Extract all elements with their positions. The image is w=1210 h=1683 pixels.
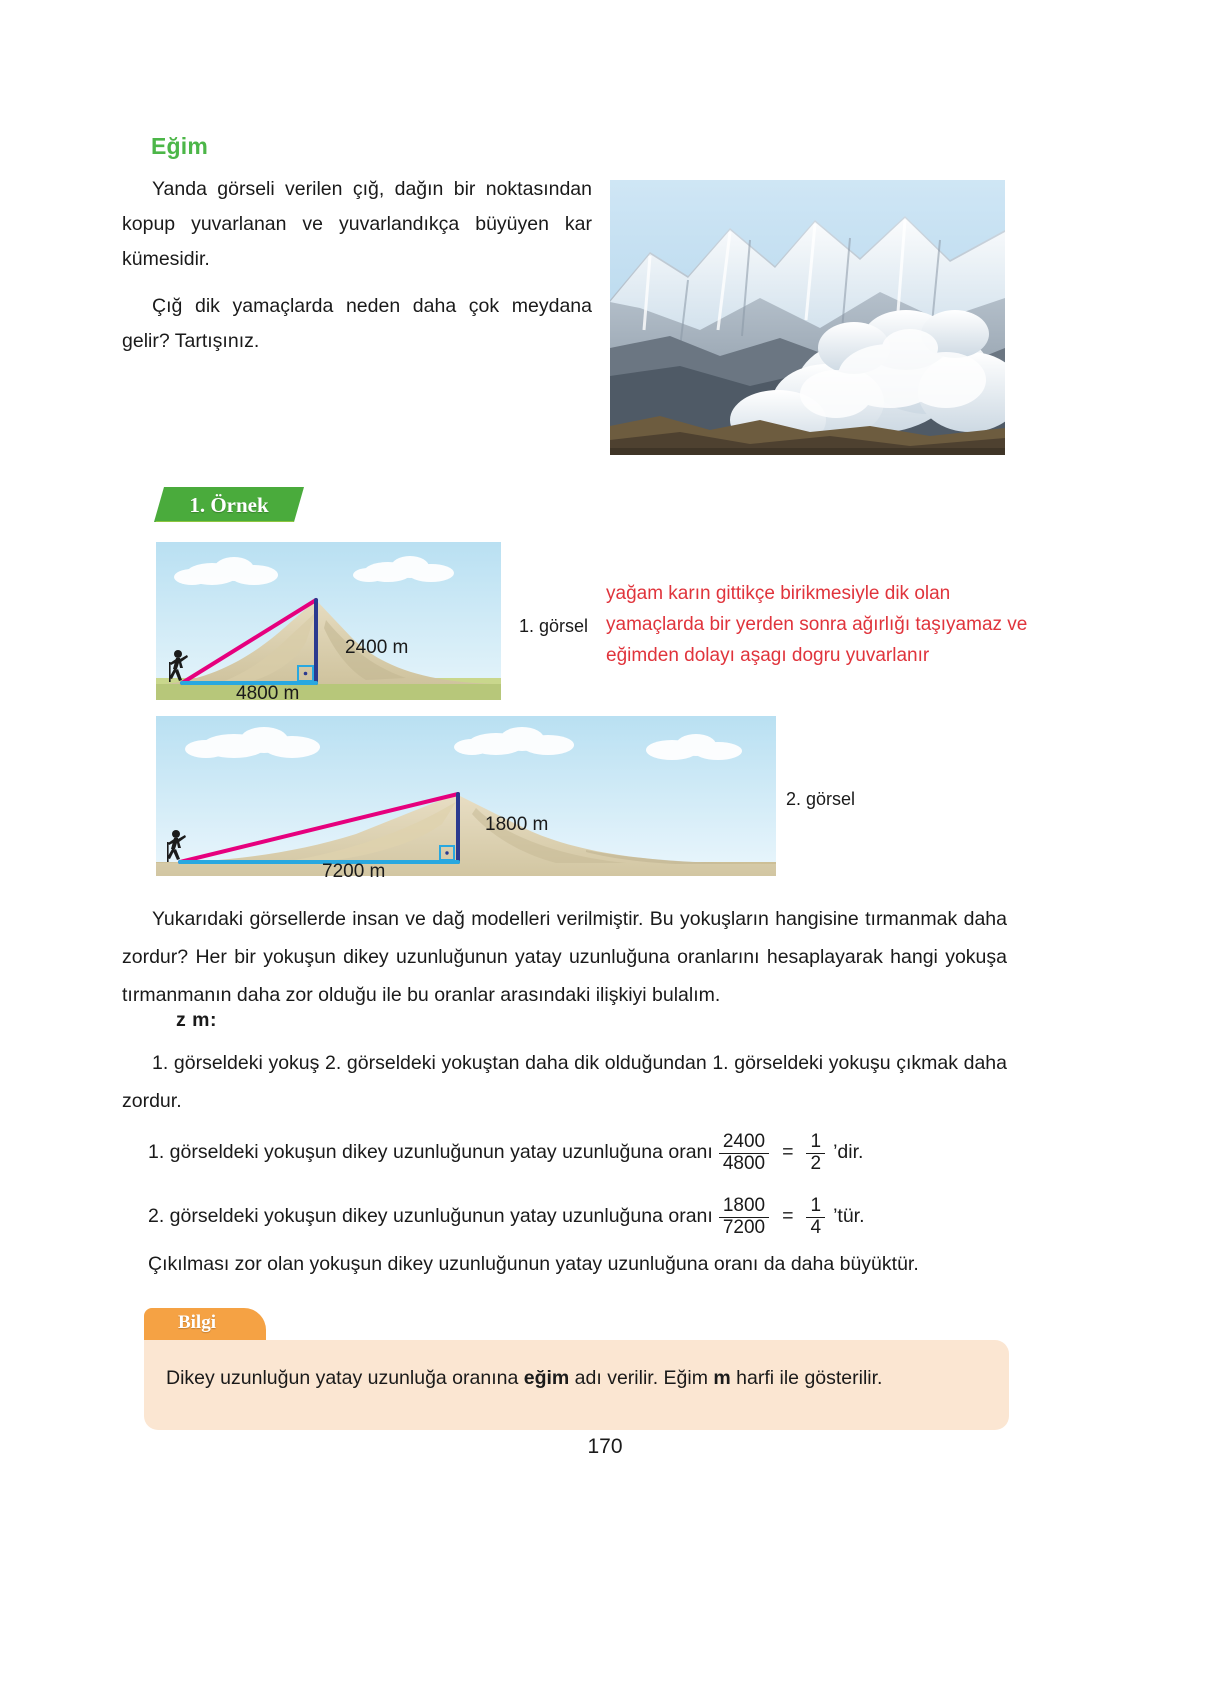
ratio-1-denominator: 4800 — [719, 1153, 769, 1174]
ratio-1-equals: = — [782, 1141, 794, 1164]
info-text-middle: adı verilir. Eğim — [569, 1367, 714, 1389]
intro-paragraph-1: Yanda görseli verilen çığ, dağın bir noktasından kopup yuvarlanan ve yuvarlandıkça büyüyen kar kümesidir. — [122, 178, 592, 270]
intro-text — [122, 172, 592, 359]
ratio-1-result-denominator: 2 — [806, 1153, 825, 1174]
figure-2-caption: 2. görsel — [786, 789, 856, 809]
figure-1-illustration — [156, 542, 501, 700]
figure-1-vertical-label: 2400 m — [345, 637, 409, 658]
figure-2-horizontal-label: 7200 m — [322, 861, 386, 882]
red-note-line-1: yağam karın gittikçe birikmesiyle dik olan — [606, 583, 951, 604]
red-note-line-2: yamaçlarda bir yerden sonra ağırlığı taşıyamaz ve — [606, 614, 1028, 635]
info-tab-label: Bilgi — [177, 1312, 216, 1333]
question-paragraph: Yukarıdaki görsellerde insan ve dağ modelleri verilmiştir. Bu yokuşların hangisine tırmanmak daha zordur? Her bir yokuşun dikey uzunluğunun yatay uzunluğuna oranlarını hesaplayarak hangi yokuşa tırmanmanın daha zor olduğu ile bu oranlar arasındaki ilişkiyi bulalım. — [122, 908, 1007, 1006]
info-text-before: Dikey uzunluğun yatay uzunluğa oranına — [166, 1367, 524, 1389]
ratio-2-result-numerator: 1 — [810, 1195, 822, 1216]
ratio-line-2 — [148, 1196, 1028, 1238]
ratio-1-result-fraction — [806, 1132, 825, 1174]
ratio-1-numerator: 2400 — [722, 1131, 766, 1152]
ratio-line-1 — [148, 1132, 1028, 1174]
info-box-body — [144, 1340, 1009, 1430]
ratio-2-numerator: 1800 — [722, 1195, 766, 1216]
ratio-2-equals: = — [782, 1205, 794, 1228]
red-annotation-note — [606, 578, 1076, 671]
solution-paragraph-1: 1. görseldeki yokuş 2. görseldeki yokuştan daha dik olduğundan 1. görseldeki yokuşu çıkmak daha zordur. — [122, 1052, 1007, 1112]
figure-1-horizontal-label: 4800 m — [236, 683, 300, 704]
ratio-2-result-fraction — [806, 1196, 825, 1238]
ratio-1-suffix: ’dir. — [833, 1141, 864, 1164]
ratio-1-result-numerator: 1 — [810, 1131, 822, 1152]
ratio-2-result-denominator: 4 — [806, 1217, 825, 1238]
intro-paragraph-2: Çığ dik yamaçlarda neden daha çok meydana gelir? Tartışınız. — [122, 295, 592, 352]
solution-heading: z m: — [176, 1009, 217, 1031]
ratio-2-fraction — [719, 1196, 769, 1238]
avalanche-photo — [610, 180, 1005, 455]
info-bold-egim: eğim — [523, 1367, 570, 1389]
closing-sentence: Çıkılması zor olan yokuşun dikey uzunluğunun yatay uzunluğuna oranı da daha büyüktür. — [148, 1253, 919, 1275]
info-bold-m: m — [713, 1367, 731, 1389]
ratio-1-text: 1. görseldeki yokuşun dikey uzunluğunun yatay uzunluğuna oranı — [148, 1141, 713, 1164]
ratio-1-fraction — [719, 1132, 769, 1174]
info-box-tab — [144, 1308, 266, 1340]
ratio-2-denominator: 7200 — [719, 1217, 769, 1238]
figure-1-caption: 1. görsel — [519, 616, 589, 636]
ratio-2-text: 2. görseldeki yokuşun dikey uzunluğunun yatay uzunluğuna oranı — [148, 1205, 713, 1228]
figure-2-vertical-label: 1800 m — [485, 814, 549, 835]
page-title: Eğim — [151, 133, 209, 159]
question-text — [122, 900, 1007, 1014]
solution-text — [122, 1044, 1007, 1120]
ratio-2-suffix: ’tür. — [833, 1205, 865, 1228]
info-box — [144, 1308, 1009, 1430]
red-note-line-3: eğimden dolayı aşagı dogru yuvarlanır — [606, 645, 930, 666]
figure-2-illustration — [156, 716, 776, 876]
info-text-after: harfi ile gösterilir. — [730, 1367, 883, 1389]
example-ribbon — [154, 487, 304, 522]
ribbon-label: 1. Örnek — [189, 493, 269, 517]
page-number: 170 — [587, 1435, 623, 1458]
